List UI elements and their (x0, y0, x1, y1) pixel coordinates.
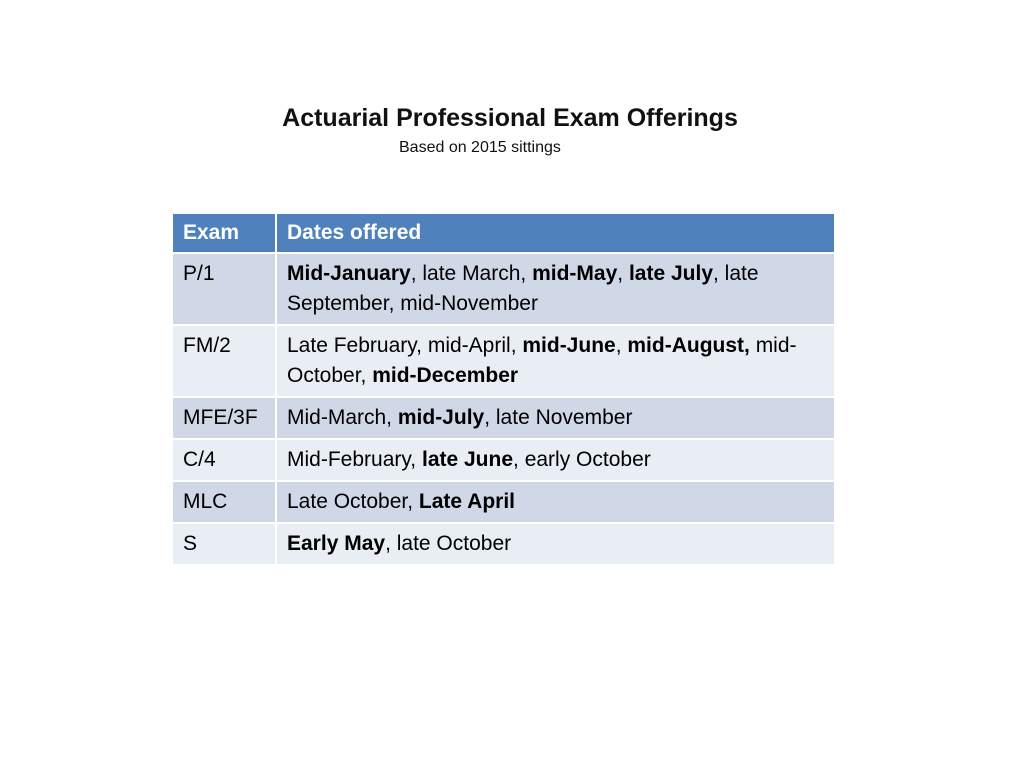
table-row (172, 397, 835, 439)
dates-cell (276, 253, 835, 325)
table-row (172, 253, 835, 325)
date-text-bold: Late April (418, 490, 515, 513)
page-title: Actuarial Professional Exam Offerings (282, 104, 738, 132)
date-text: , (617, 262, 629, 285)
date-text: , late October (385, 532, 512, 555)
date-text-bold: late June (421, 448, 514, 471)
date-text-bold: mid-June (522, 334, 616, 357)
dates-cell (276, 481, 835, 523)
date-text-bold: mid-December (372, 364, 519, 387)
date-text-bold: mid-July (397, 406, 485, 429)
date-text-bold: mid-May (532, 262, 618, 285)
exam-cell: FM/2 (172, 325, 276, 397)
table-body (172, 253, 835, 565)
date-text-bold: late July (628, 262, 713, 285)
date-text-bold: Mid-January (287, 262, 411, 285)
date-text-bold: mid-August, (627, 334, 750, 357)
exam-table (171, 212, 836, 566)
table-row (172, 481, 835, 523)
column-header-exam: Exam (172, 213, 276, 253)
exam-cell: S (172, 523, 276, 565)
table-row (172, 439, 835, 481)
date-text: Late October, (287, 490, 419, 513)
column-header-dates: Dates offered (276, 213, 835, 253)
dates-cell (276, 397, 835, 439)
date-text: , late November (484, 406, 633, 429)
date-text: , late March, (410, 262, 533, 285)
page-subtitle: Based on 2015 sittings (399, 139, 561, 156)
exam-cell: MLC (172, 481, 276, 523)
date-text-bold: Early May (287, 532, 386, 555)
date-text: Late February, mid-April, (287, 334, 523, 357)
date-text: , early October (513, 448, 651, 471)
exam-cell: P/1 (172, 253, 276, 325)
table-header-row (172, 213, 835, 253)
exam-cell: C/4 (172, 439, 276, 481)
date-text: Mid-March, (287, 406, 398, 429)
table-row (172, 325, 835, 397)
exam-cell: MFE/3F (172, 397, 276, 439)
table-row (172, 523, 835, 565)
dates-cell (276, 439, 835, 481)
date-text: , (615, 334, 628, 357)
date-text: , late September, mid-November (287, 262, 759, 315)
date-text: mid-October, (287, 334, 797, 387)
date-text: Mid-February, (287, 448, 422, 471)
dates-cell (276, 325, 835, 397)
dates-cell (276, 523, 835, 565)
